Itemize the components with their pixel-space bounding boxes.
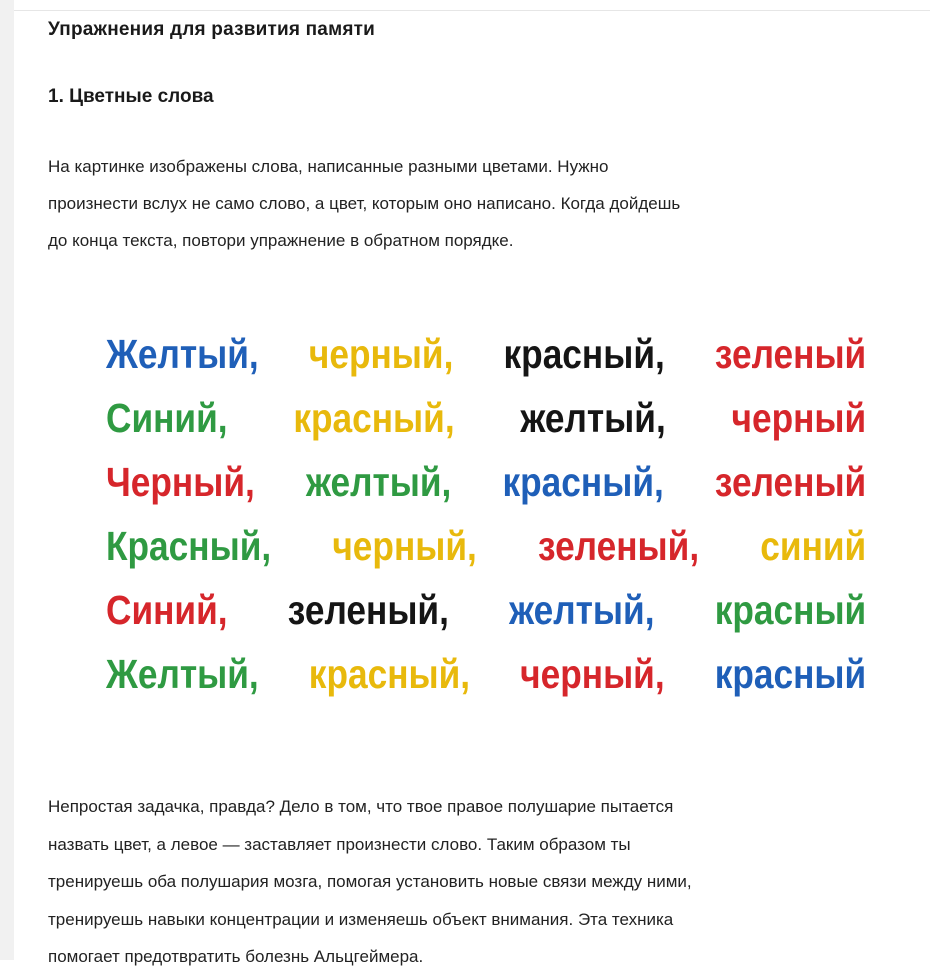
word-row (106, 642, 866, 706)
colored-word: черный, (332, 522, 477, 569)
colored-word: желтый, (305, 458, 452, 505)
outro-line: Непростая задачка, правда? Дело в том, что твое правое полушарие пытается (48, 797, 674, 816)
colored-word: красный (714, 650, 867, 697)
colored-word: черный (731, 394, 867, 441)
colored-word: зеленый (714, 458, 867, 505)
colored-word: Красный, (106, 522, 272, 569)
word-row (106, 322, 866, 386)
colored-word: желтый, (520, 394, 666, 441)
intro-line: до конца текста, повтори упражнение в обратном порядке. (48, 231, 514, 250)
colored-word: зеленый, (287, 586, 449, 633)
page-title: Упражнения для развития памяти (48, 19, 376, 40)
outro-line: помогает предотвратить болезнь Альцгеймера. (48, 947, 424, 966)
colored-word: Синий, (106, 394, 228, 441)
outro-line: тренируешь оба полушария мозга, помогая установить новые связи между ними, (48, 872, 692, 891)
outro-line: тренируешь навыки концентрации и изменяешь объект внимания. Эта техника (48, 909, 674, 929)
intro-line: На картинке изображены слова, написанные разными цветами. Нужно (48, 157, 609, 176)
top-divider (14, 10, 930, 11)
colored-word: синий (760, 522, 867, 569)
outro-line: назвать цвет, а левое — заставляет произнести слово. Таким образом ты (48, 834, 631, 854)
colored-word: Синий, (106, 586, 228, 633)
outro-paragraph (48, 788, 908, 976)
colored-word: черный, (308, 330, 454, 377)
intro-paragraph (48, 148, 908, 259)
colored-word: красный, (308, 650, 471, 697)
colored-word: Черный, (106, 458, 255, 505)
left-edge-bar (0, 0, 14, 960)
colored-word: красный (714, 586, 867, 633)
colored-word: зеленый, (538, 522, 700, 569)
word-row (106, 514, 866, 578)
colored-word: зеленый (714, 330, 867, 377)
word-row (106, 450, 866, 514)
colored-word: красный, (502, 458, 664, 505)
section-title: 1. Цветные слова (48, 86, 214, 107)
colored-word: красный, (503, 330, 665, 377)
colored-words-image (106, 322, 866, 706)
colored-word: Желтый, (106, 330, 259, 377)
intro-line: произнести вслух не само слово, а цвет, которым оно написано. Когда дойдешь (48, 194, 681, 213)
word-row (106, 386, 866, 450)
colored-word: красный, (293, 394, 455, 441)
colored-word: черный, (520, 650, 665, 697)
colored-word: Желтый, (106, 650, 259, 697)
word-row (106, 578, 866, 642)
colored-word: желтый, (509, 586, 655, 633)
